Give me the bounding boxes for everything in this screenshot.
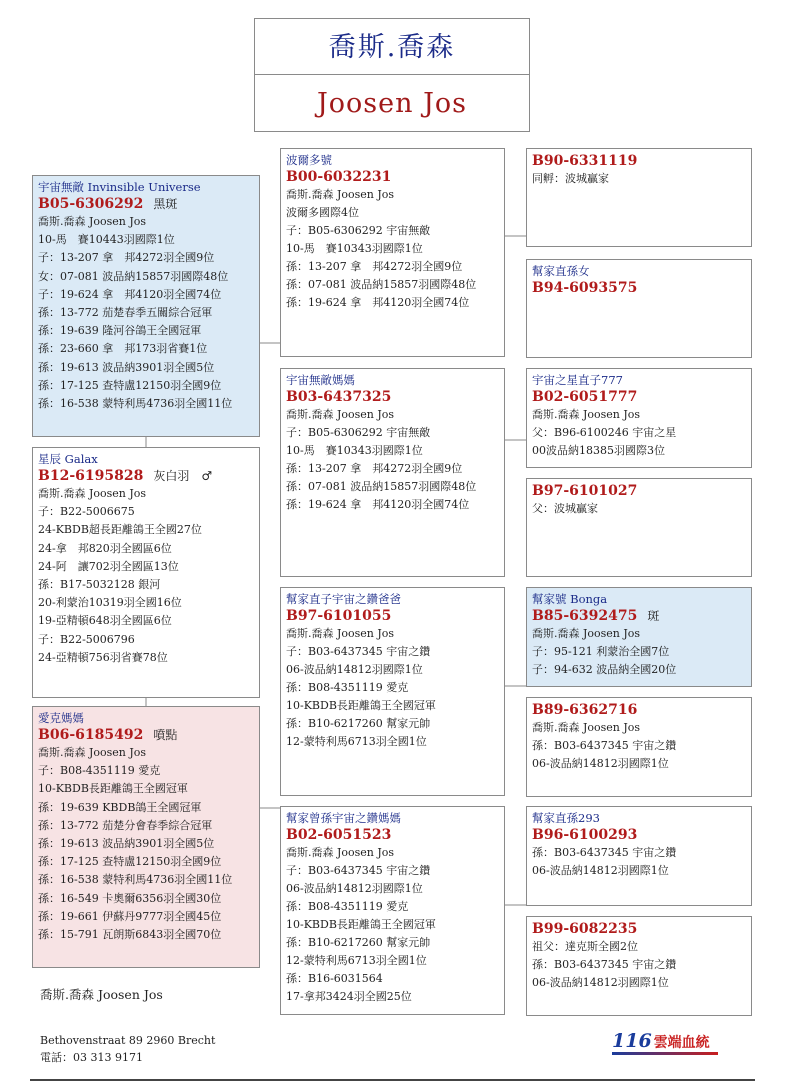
line: 子：B05-6306292 宇宙無敵 xyxy=(286,426,431,439)
line: 孫：B03-6437345 宇宙之鑽 xyxy=(532,846,677,859)
line: 孫：13-207 拿 邦4272羽全國9位 xyxy=(286,260,463,273)
line: 子：94-632 波品納全國20位 xyxy=(532,663,677,676)
line: 24-亞精頓756羽省賽78位 xyxy=(38,650,168,664)
line: 孫：16-538 蒙特利馬4736羽全國11位 xyxy=(38,873,233,887)
owner-name: 喬斯.喬森 Joosen Jos xyxy=(40,987,163,1002)
color-text: 黑斑 xyxy=(153,197,178,211)
line: 孫：B10-6217260 幫家元帥 xyxy=(286,717,431,730)
ring-number-text: B12-6195828 xyxy=(38,468,144,484)
line: 波爾多國際4位 xyxy=(286,206,359,219)
line: 喬斯.喬森 Joosen Jos xyxy=(532,627,641,640)
ring-number: B97-6101027 xyxy=(532,483,638,499)
line: 24-KBDB超長距離鴿王全國27位 xyxy=(38,523,202,537)
line: 子：B08-4351119 愛克 xyxy=(38,764,161,778)
line: 06-波品納14812羽國際1位 xyxy=(532,864,669,877)
pigeon-name: 宇宙無敵媽媽 xyxy=(286,373,355,387)
logo-number: 116 xyxy=(612,1030,652,1052)
ring-number xyxy=(532,607,746,625)
line: 同孵：波城贏家 xyxy=(532,172,609,185)
pigeon-name: 幫家號 Bonga xyxy=(532,592,608,606)
line: 孫：B10-6217260 幫家元帥 xyxy=(286,936,431,949)
line: 10-KBDB長距離鴿王全國冠軍 xyxy=(38,782,188,796)
line: 孫：17-125 查特盧12150羽全國9位 xyxy=(38,855,222,869)
pigeon-name: 宇宙無敵 Invinsible Universe xyxy=(38,180,201,194)
line: 10-馬 賽10343羽國際1位 xyxy=(286,242,423,255)
gg-card-7 xyxy=(526,806,752,906)
dam-card xyxy=(32,706,260,968)
color-text: 灰白羽 ♂ xyxy=(153,469,213,483)
line: 喬斯.喬森 Joosen Jos xyxy=(286,846,395,859)
line: 17-拿邦3424羽全國25位 xyxy=(286,990,412,1003)
ring-number: B96-6100293 xyxy=(532,827,638,843)
line: 喬斯.喬森 Joosen Jos xyxy=(38,746,147,759)
line: 喬斯.喬森 Joosen Jos xyxy=(532,721,641,734)
gg-card-3 xyxy=(526,368,752,468)
line: 子：95-121 利蒙治全國7位 xyxy=(532,645,670,658)
ring-number xyxy=(38,467,254,485)
line: 喬斯.喬森 Joosen Jos xyxy=(38,487,147,500)
title-english-name: Joosen Jos xyxy=(316,88,468,119)
pigeon-name: 幫家直子宇宙之鑽爸爸 xyxy=(286,592,401,606)
bottom-divider xyxy=(30,1079,755,1081)
logo-underline xyxy=(612,1052,718,1055)
gg-card-4 xyxy=(526,478,752,577)
ring-number: B89-6362716 xyxy=(532,702,638,718)
line: 喬斯.喬森 Joosen Jos xyxy=(38,215,147,228)
line: 10-KBDB長距離鴿王全國冠軍 xyxy=(286,918,436,931)
line: 孫：19-661 伊蘇丹9777羽全國45位 xyxy=(38,909,222,923)
line: 24-拿 邦820羽全國區6位 xyxy=(38,541,172,555)
line: 06-波品納14812羽國際1位 xyxy=(286,663,423,676)
color-text: 噴點 xyxy=(153,728,178,742)
color-text: 斑 xyxy=(647,609,660,623)
pigeon-name: 幫家曾孫宇宙之鑽媽媽 xyxy=(286,811,401,825)
line: 喬斯.喬森 Joosen Jos xyxy=(286,188,395,201)
line: 孫：07-081 波品納15857羽國際48位 xyxy=(286,480,477,493)
line: 女：07-081 波品納15857羽國際48位 xyxy=(38,269,229,283)
line: 喬斯.喬森 Joosen Jos xyxy=(286,627,395,640)
line: 10-馬 賽10343羽國際1位 xyxy=(286,444,423,457)
line: 孫：19-624 拿 邦4120羽全國74位 xyxy=(286,498,470,511)
line: 子：19-624 拿 邦4120羽全國74位 xyxy=(38,287,222,301)
line: 10-馬 賽10443羽國際1位 xyxy=(38,233,175,247)
line: 孫：B08-4351119 愛克 xyxy=(286,900,409,913)
line: 孫：19-639 隆河谷鴿王全國冠軍 xyxy=(38,324,202,338)
dam-dam-card xyxy=(280,806,505,1015)
ring-number-text: B85-6392475 xyxy=(532,608,638,624)
line: 子：B05-6306292 宇宙無敵 xyxy=(286,224,431,237)
line: 00波品納18385羽國際3位 xyxy=(532,444,665,457)
line: 孫：B03-6437345 宇宙之鑽 xyxy=(532,958,677,971)
line: 孫：16-549 卡奧爾6356羽全國30位 xyxy=(38,891,222,905)
line: 孫：16-538 蒙特利馬4736羽全國11位 xyxy=(38,397,233,411)
line: 孫：13-772 茄楚春季五關綜合冠軍 xyxy=(38,306,213,320)
pigeon-name: 愛克媽媽 xyxy=(38,711,84,725)
line: 06-波品納14812羽國際1位 xyxy=(532,976,669,989)
line: 父：波城贏家 xyxy=(532,502,598,515)
subject2-card xyxy=(32,447,260,698)
line: 12-蒙特利馬6713羽全國1位 xyxy=(286,735,427,748)
ring-number: B02-6051523 xyxy=(286,827,392,843)
dam-sire-card xyxy=(280,587,505,796)
gg-card-8 xyxy=(526,916,752,1016)
line: 孫：19-613 波品納3901羽全國5位 xyxy=(38,360,215,374)
title-block xyxy=(254,18,530,132)
gg-card-1 xyxy=(526,148,752,247)
line: 孫：B08-4351119 愛克 xyxy=(286,681,409,694)
line: 06-波品納14812羽國際1位 xyxy=(286,882,423,895)
line: 19-亞精頓648羽全國區6位 xyxy=(38,614,172,628)
cloud-pedigree-logo xyxy=(612,1030,722,1058)
line: 孫：19-613 波品納3901羽全國5位 xyxy=(38,837,215,851)
line: 24-阿 讓702羽全國區13位 xyxy=(38,559,179,573)
line: 子：B03-6437345 宇宙之鑽 xyxy=(286,864,431,877)
line: 子：13-207 拿 邦4272羽全國9位 xyxy=(38,251,215,265)
line: 子：B22-5006675 xyxy=(38,505,135,519)
line: 喬斯.喬森 Joosen Jos xyxy=(286,408,395,421)
pigeon-name: 幫家直孫293 xyxy=(532,811,600,825)
line: 孫：B17-5032128 銀河 xyxy=(38,578,161,592)
subject-card xyxy=(32,175,260,437)
line: 孫：19-639 KBDB鴿王全國冠軍 xyxy=(38,800,202,814)
line: 孫：B03-6437345 宇宙之鑽 xyxy=(532,739,677,752)
line: 子：B03-6437345 宇宙之鑽 xyxy=(286,645,431,658)
gg-card-5 xyxy=(526,587,752,687)
ring-number: B94-6093575 xyxy=(532,280,638,296)
line: 祖父：達克斯全國2位 xyxy=(532,940,638,953)
owner-phone: 電話：03 313 9171 xyxy=(40,1051,143,1064)
line: 喬斯.喬森 Joosen Jos xyxy=(532,408,641,421)
line: 12-蒙特利馬6713羽全國1位 xyxy=(286,954,427,967)
gg-card-6 xyxy=(526,697,752,797)
sire-dam-card xyxy=(280,368,505,577)
ring-number xyxy=(38,195,254,213)
ring-number: B97-6101055 xyxy=(286,608,392,624)
ring-number: B03-6437325 xyxy=(286,389,392,405)
line: 子：B22-5006796 xyxy=(38,632,135,646)
ring-number: B90-6331119 xyxy=(532,153,638,169)
pigeon-name: 宇宙之星直子777 xyxy=(532,373,623,387)
ring-number-text: B05-6306292 xyxy=(38,196,144,212)
owner-address: Bethovenstraat 89 2960 Brecht xyxy=(40,1034,216,1047)
line: 孫：B16-6031564 xyxy=(286,972,383,985)
ring-number: B02-6051777 xyxy=(532,389,638,405)
pigeon-name: 波爾多號 xyxy=(286,153,332,167)
ring-number-text: B06-6185492 xyxy=(38,727,144,743)
line: 孫：15-791 瓦朗斯6843羽全國70位 xyxy=(38,928,222,942)
line: 20-利蒙治10319羽全國16位 xyxy=(38,596,182,610)
line: 孫：13-772 茄楚分會春季綜合冠軍 xyxy=(38,818,213,832)
sire-card xyxy=(280,148,505,357)
pigeon-name: 星辰 Galax xyxy=(38,452,98,466)
line: 10-KBDB長距離鴿王全國冠軍 xyxy=(286,699,436,712)
ring-number xyxy=(38,726,254,744)
pigeon-name: 幫家直孫女 xyxy=(532,264,590,278)
gg-card-2 xyxy=(526,259,752,358)
line: 孫：13-207 拿 邦4272羽全國9位 xyxy=(286,462,463,475)
line: 孫：17-125 查特盧12150羽全國9位 xyxy=(38,378,222,392)
ring-number: B00-6032231 xyxy=(286,169,392,185)
line: 父：B96-6100246 宇宙之星 xyxy=(532,426,677,439)
line: 孫：07-081 波品納15857羽國際48位 xyxy=(286,278,477,291)
title-chinese-name: 喬斯.喬森 xyxy=(255,19,529,75)
line: 孫：19-624 拿 邦4120羽全國74位 xyxy=(286,296,470,309)
ring-number: B99-6082235 xyxy=(532,921,638,937)
line: 孫：23-660 拿 邦173羽省賽1位 xyxy=(38,342,208,356)
line: 06-波品納14812羽國際1位 xyxy=(532,757,669,770)
logo-text: 雲端血統 xyxy=(653,1035,710,1051)
